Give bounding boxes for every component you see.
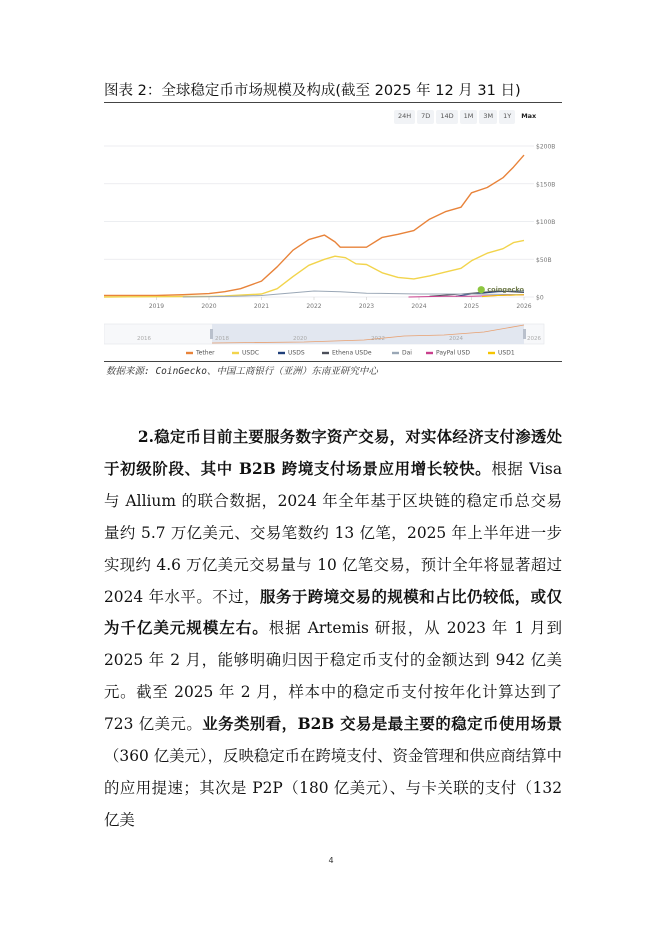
y-tick-label: $200B <box>536 143 556 151</box>
y-tick-label: $100B <box>536 219 556 226</box>
sentence-categories: （360 亿美元），反映稳定币在跨境支付、资金管理和供应商结算中的应用提速；其次是 P2P（180 亿美元）、与卡关联的支付（132 亿美 <box>104 747 562 829</box>
y-tick-label: $150B <box>536 181 556 189</box>
legend-swatch <box>232 352 239 354</box>
legend-swatch <box>392 352 399 354</box>
range-button-24h[interactable]: 24H <box>394 110 415 124</box>
x-tick-label: 2023 <box>358 303 375 310</box>
legend-label: Ethena USDe <box>332 349 372 357</box>
legend-swatch <box>426 352 433 354</box>
sentence-visa-allium: 根据 Visa 与 Allium 的联合数据，2024 年全年基于区块链的稳定币总交易量约 5.7 万亿美元、交易笔数约 13 亿笔，2025 年上半年进一步实现约 4.6 万亿美元交易量与 10 亿笔交易，预计全年将显著超过 2024 年水平。不过， <box>104 459 562 606</box>
range-button-1y[interactable]: 1Y <box>499 110 515 124</box>
legend-label: USDC <box>242 349 260 357</box>
navigator-tick-label: 2024 <box>449 336 463 342</box>
emphasis-b2b: 业务类别看，B2B 交易是最主要的稳定币使用场景 <box>202 715 562 734</box>
page-number: 4 <box>328 856 334 865</box>
navigator-tick-label: 2018 <box>215 336 229 342</box>
paragraph-text <box>104 422 562 837</box>
watermark-text: coingecko <box>487 285 524 294</box>
range-button-7d[interactable]: 7D <box>417 110 434 124</box>
series-line-tether <box>104 155 524 295</box>
navigator-handle-right <box>523 329 526 339</box>
legend-swatch <box>322 352 329 354</box>
legend-label: Dai <box>402 349 412 357</box>
legend-swatch <box>186 352 193 354</box>
x-tick-label: 2022 <box>306 303 322 310</box>
coingecko-logo-icon <box>478 286 485 293</box>
range-button-3m[interactable]: 3M <box>479 110 497 124</box>
range-button-1m[interactable]: 1M <box>460 110 478 124</box>
x-tick-label: 2021 <box>253 303 270 310</box>
series-line-usdc <box>104 240 524 297</box>
section-heading: 稳定币目前主要服务数字资产交易，对实体经济支付渗透处于初级阶段、其中 B2B 跨境支付场景应用增长较快。 <box>104 428 562 478</box>
figure-source: 数据来源: CoinGecko、中国工商银行（亚洲）东南亚研究中心 <box>106 366 378 377</box>
navigator-tick-label: 2026 <box>527 336 541 342</box>
body-paragraph <box>104 422 562 837</box>
legend-swatch <box>488 352 495 354</box>
range-button-max[interactable]: Max <box>517 110 540 124</box>
x-tick-label: 2024 <box>411 303 427 310</box>
x-tick-label: 2020 <box>201 303 217 310</box>
figure-bottom-rule <box>104 361 562 362</box>
x-tick-label: 2026 <box>516 303 532 310</box>
legend-swatch <box>278 352 285 354</box>
range-button-14d[interactable]: 14D <box>436 110 457 124</box>
navigator-tick-label: 2022 <box>371 336 385 342</box>
x-tick-label: 2025 <box>463 303 480 310</box>
navigator-handle-left <box>210 329 213 339</box>
stablecoin-market-chart <box>104 104 562 361</box>
y-tick-label: $0 <box>536 294 544 302</box>
navigator-window <box>212 324 524 344</box>
navigator-tick-label: 2016 <box>137 336 151 342</box>
legend-label: USDS <box>288 349 305 357</box>
x-tick-label: 2019 <box>148 303 165 310</box>
legend-label: USD1 <box>498 349 515 357</box>
legend-label: Tether <box>196 349 215 357</box>
chart-svg <box>104 104 562 361</box>
y-tick-label: $50B <box>536 256 552 264</box>
navigator-tick-label: 2020 <box>293 336 307 342</box>
emphasis-cross-border: 服务于跨境交易的规模和占比仍较低，或仅为千亿美元规模左右。 <box>104 587 562 638</box>
figure-top-rule <box>104 102 562 103</box>
sentence-artemis: 根据 Artemis 研报，从 2023 年 1 月到 2025 年 2 月，能够明确归因于稳定币支付的金额达到 942 亿美元。截至 2025 年 2 月，样本中的稳定币支付按年化计算达到了 723 亿美元。 <box>104 619 562 734</box>
figure-title: 图表 2：全球稳定币市场规模及构成(截至 2025 年 12 月 31 日) <box>104 83 521 99</box>
section-number: 2. <box>137 428 154 446</box>
legend-label: PayPal USD <box>436 349 470 357</box>
